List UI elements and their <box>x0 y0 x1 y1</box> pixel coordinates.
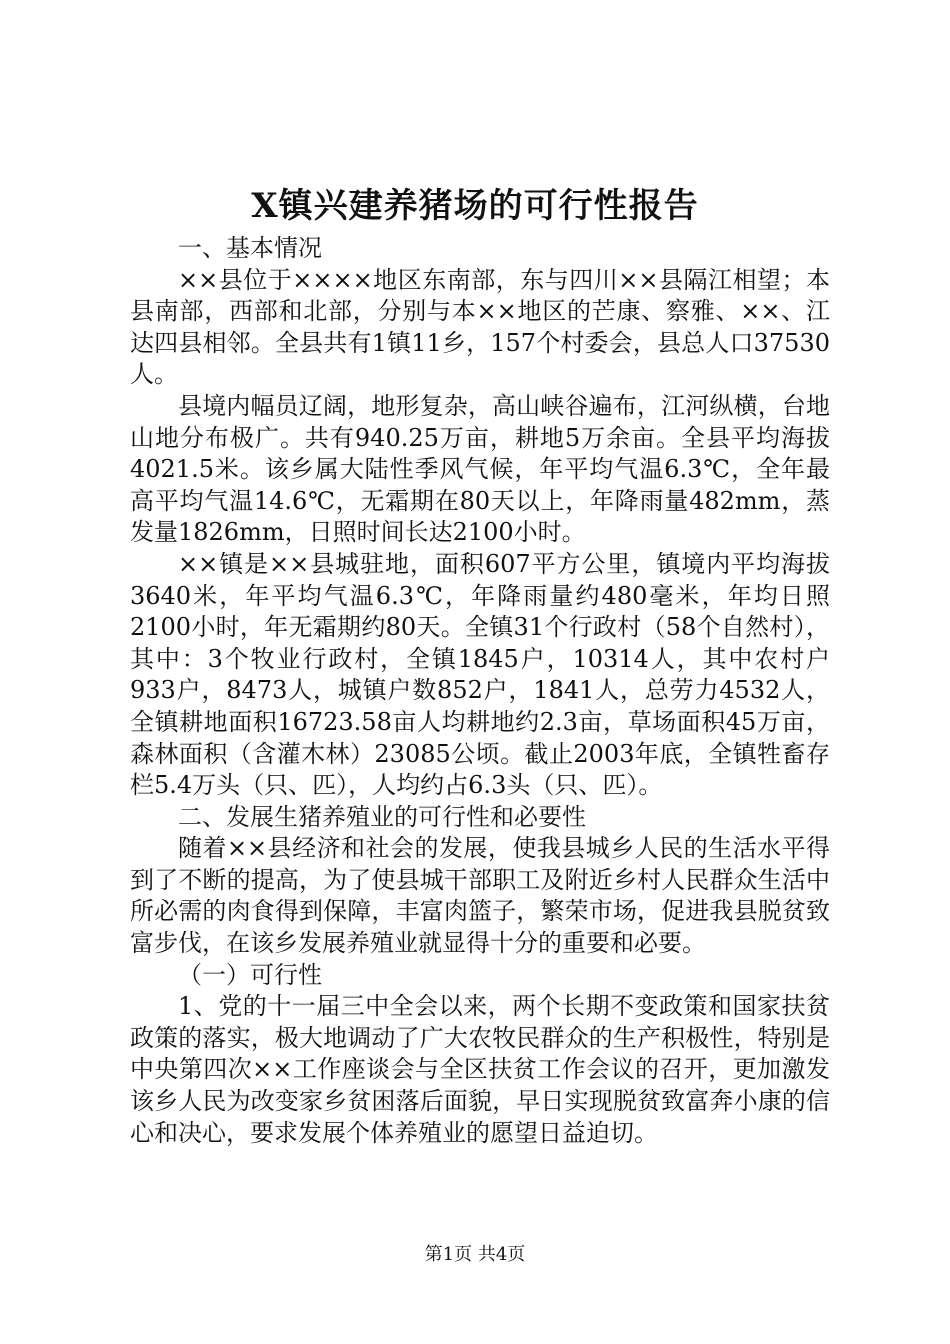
paragraph-town-stats: ××镇是××县城驻地，面积607平方公里，镇境内平均海拔3640米，年平均气温6.3℃，年降雨量约480毫米，年均日照2100小时，年无霜期约80天。全镇31个行政村（58个自然村），其中：3个牧业行政村，全镇1845户，10314人，其中农村户933户，8473人，城镇户数852户，1841人，总劳力4532人，全镇耕地面积16723.58亩人均耕地约2.3亩，草场面积45万亩，森林面积（含灌木林）23085公顷。截止2003年底，全镇牲畜存栏5.4万头（只、匹），人均约占6.3头（只、匹）。 <box>130 549 830 800</box>
paragraph-necessity: 随着××县经济和社会的发展，使我县城乡人民的生活水平得到了不断的提高，为了使县城干部职工及附近乡村人民群众生活中所必需的肉食得到保障，丰富肉篮子，繁荣市场，促进我县脱贫致富步伐，在该乡发展养殖业就显得十分的重要和必要。 <box>130 834 830 958</box>
page-number-footer: 第1页 共4页 <box>424 1244 526 1265</box>
list-item-policy: 1、党的十一届三中全会以来，两个长期不变政策和国家扶贫政策的落实，极大地调动了广大农牧民群众的生产积极性，特别是中央第四次××工作座谈会与全区扶贫工作会议的召开，更加激发该乡人民为改变家乡贫困落后面貌，早日实现脱贫致富奔小康的信心和决心，要求发展个体养殖业的愿望日益迫切。 <box>130 992 830 1147</box>
section-heading-feasibility: 二、发展生猪养殖业的可行性和必要性 <box>178 802 586 831</box>
document-title: X镇兴建养猪场的可行性报告 <box>251 186 699 226</box>
section-heading-basic: 一、基本情况 <box>178 234 322 262</box>
paragraph-location: ××县位于××××地区东南部，东与四川××县隔江相望；本县南部，西部和北部，分别与本××地区的芒康、察雅、××、江达四县相邻。全县共有1镇11乡，157个村委会，县总人口37530人。 <box>130 265 830 389</box>
subheading-feasibility: （一）可行性 <box>178 960 322 989</box>
paragraph-terrain-climate: 县境内幅员辽阔，地形复杂，高山峡谷遍布，江河纵横，台地山地分布极广。共有940.25万亩，耕地5万余亩。全县平均海拔4021.5米。该乡属大陆性季风气候，年平均气温6.3℃，全年最高平均气温14.6℃，无霜期在80天以上，年降雨量482mm，蒸发量1826mm，日照时间长达2100小时。 <box>130 391 830 547</box>
document-body <box>130 233 830 1149</box>
